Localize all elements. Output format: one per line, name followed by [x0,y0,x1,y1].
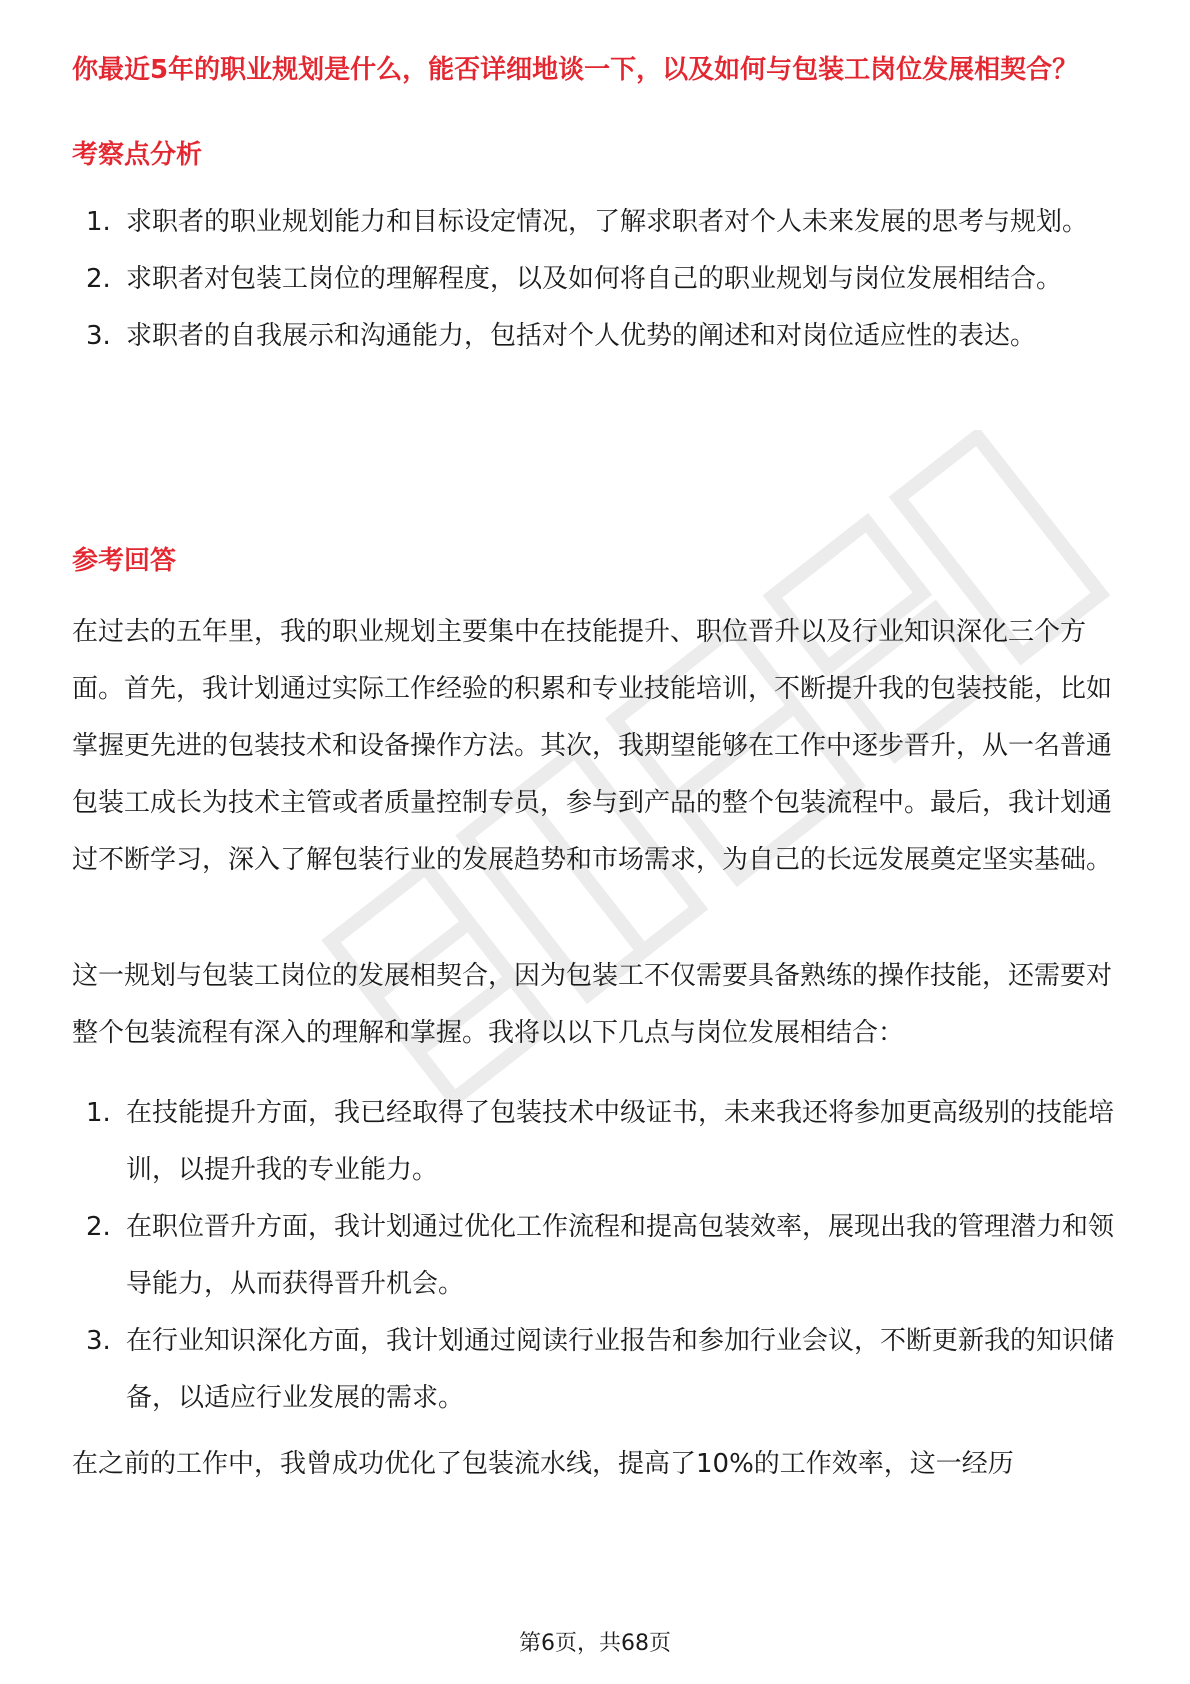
list-item-number: 1. [86,207,111,237]
question-title: 你最近5年的职业规划是什么，能否详细地谈一下，以及如何与包装工岗位发展相契合？ [72,55,1079,85]
page-number: 第6页，共68页 [519,1631,671,1656]
list-item-text: 求职者对包装工岗位的理解程度，以及如何将自己的职业规划与岗位发展相结合。 [126,264,1063,294]
answer-paragraph-2: 这一规划与包装工岗位的发展相契合，因为包装工不仅需要具备熟练的操作技能，还需要对整个包装流程有深入的理解和掌握。我将以以下几点与岗位发展相结合： [72,961,1113,1048]
analysis-list [72,194,1122,365]
list-item-text: 求职者的自我展示和沟通能力，包括对个人优势的阐述和对岗位适应性的表达。 [126,321,1037,351]
list-item-number: 2. [86,1212,111,1242]
answer-paragraph-1: 在过去的五年里，我的职业规划主要集中在技能提升、职位晋升以及行业知识深化三个方面。首先，我计划通过实际工作经验的积累和专业技能培训，不断提升我的包装技能，比如掌握更先进的包装技术和设备操作方法。其次，我期望能够在工作中逐步晋升，从一名普通包装工成长为技术主管或者质量控制专员，参与到产品的整个包装流程中。最后，我计划通过不断学习，深入了解包装行业的发展趋势和市场需求，为自己的长远发展奠定坚实基础。 [72,617,1113,875]
list-item [72,1313,1122,1427]
list-item-text: 在技能提升方面，我已经取得了包装技术中级证书，未来我还将参加更高级别的技能培训，以提升我的专业能力。 [126,1098,1115,1185]
list-item-number: 2. [86,264,111,294]
answer-heading: 参考回答 [72,546,177,576]
list-item [72,251,1122,308]
analysis-heading: 考察点分析 [72,140,203,170]
list-item-text: 求职者的职业规划能力和目标设定情况，了解求职者对个人未来发展的思考与规划。 [126,207,1089,237]
list-item-text: 在行业知识深化方面，我计划通过阅读行业报告和参加行业会议，不断更新我的知识储备，以适应行业发展的需求。 [126,1326,1115,1413]
list-item-number: 1. [86,1098,111,1128]
list-item-number: 3. [86,1326,111,1356]
list-item [72,1199,1122,1313]
list-item [72,308,1122,365]
list-item [72,1085,1122,1199]
list-item [72,194,1122,251]
list-item-number: 3. [86,321,111,351]
list-item-text: 在职位晋升方面，我计划通过优化工作流程和提高包装效率，展现出我的管理潜力和领导能力，从而获得晋升机会。 [126,1212,1115,1299]
answer-paragraph-3: 在之前的工作中，我曾成功优化了包装流水线，提高了10%的工作效率，这一经历 [72,1449,1014,1479]
answer-list [72,1085,1122,1427]
